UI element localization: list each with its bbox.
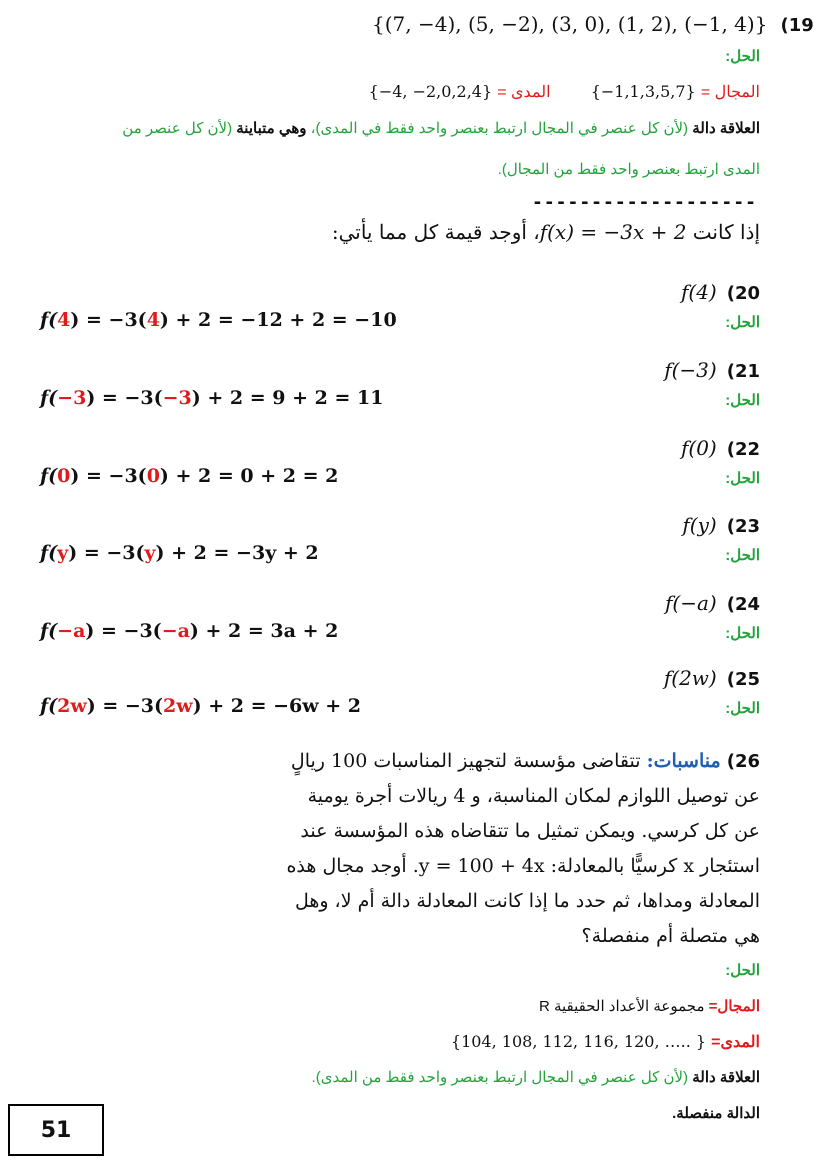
answer-argument: −a (161, 620, 190, 642)
q26-statement (157, 744, 760, 954)
q26-range-value: {104, 108, 112, 116, 120, ….. } (450, 1032, 707, 1051)
problem-25-answer (40, 695, 361, 717)
answer-argument: 4 (146, 309, 160, 331)
q26-line-2: عن توصيل اللوازم لمكان المناسبة، و 4 ريالات أجرة يومية (307, 785, 760, 807)
q19-set: {(7, −4), (5, −2), (3, 0), (1, 2), (−1, 4)} (372, 12, 768, 36)
answer-argument: −a (57, 620, 86, 642)
problem-expression: f(y) (682, 513, 717, 537)
answer-argument: y (144, 542, 156, 564)
problem-number: (23 (726, 516, 760, 537)
problem-25-solution-label: الحل: (725, 700, 760, 717)
problem-expression: f(0) (680, 436, 717, 460)
page-number: 51 (40, 1117, 72, 1143)
answer-result: ) + 2 = −6w + 2 (192, 695, 361, 717)
answer-argument: 2w (163, 695, 193, 717)
answer-result: ) + 2 = 9 + 2 = 11 (191, 387, 384, 409)
intro-function: f(x) = −3x + 2 (539, 220, 687, 244)
problem-24-answer (40, 620, 338, 642)
problem-expression: f(4) (680, 280, 717, 304)
problem-23-answer (40, 542, 319, 564)
q19-range-value: {−4, −2,0,2,4} (368, 82, 493, 101)
problem-21-answer (40, 387, 383, 409)
problem-number: (25 (726, 669, 760, 690)
q26-conclusion: الدالة منفصلة. (672, 1105, 760, 1122)
q19-relation-line1 (122, 119, 760, 137)
answer-argument: −3 (57, 387, 87, 409)
q26-line-3: عن كل كرسي. ويمكن تمثيل ما تتقاضاه هذه المؤسسة عند (300, 820, 760, 842)
problem-23-header (682, 513, 760, 537)
q19-domain-value: {−1,1,3,5,7} (590, 82, 696, 101)
q26-solution-label: الحل: (725, 962, 760, 979)
intro-suffix: ، أوجد قيمة كل مما يأتي: (331, 220, 540, 244)
q26-text (157, 744, 760, 954)
q26-range-label: المدى= (711, 1034, 760, 1051)
problem-24-header (665, 591, 760, 615)
q26-line-6: هي متصلة أم منفصلة؟ (581, 925, 760, 947)
problem-number: (22 (726, 439, 760, 460)
answer-argument: 4 (57, 309, 71, 331)
problem-25-header (664, 666, 760, 690)
function-intro (332, 220, 760, 244)
problem-24-solution-label: الحل: (725, 625, 760, 642)
q26-relation (312, 1068, 760, 1086)
answer-argument: 0 (146, 465, 160, 487)
q26-line-1: تتقاضى مؤسسة لتجهيز المناسبات 100 ريالٍ (290, 750, 641, 772)
answer-part: f( (40, 309, 58, 331)
answer-part: ) = −3( (85, 620, 162, 642)
problem-number: (21 (726, 361, 760, 382)
problem-expression: f(−a) (665, 591, 717, 615)
answer-part: f( (40, 387, 58, 409)
q19-relation-verdict: العلاقة دالة (692, 120, 760, 137)
answer-result: ) + 2 = −3y + 2 (155, 542, 319, 564)
problem-23-solution-label: الحل: (725, 547, 760, 564)
q19-range-label: المدى = (497, 84, 551, 101)
q26-line-5: المعادلة ومداها، ثم حدد ما إذا كانت المعادلة دالة أم لا، وهل (294, 890, 760, 912)
problem-number: (20 (726, 283, 760, 304)
q26-number: 26) (726, 751, 760, 772)
answer-part: ) = −3( (70, 309, 147, 331)
problem-20-solution-label: الحل: (725, 314, 760, 331)
q26-domain-value: مجموعة الأعداد الحقيقية R (538, 998, 705, 1015)
q19-relation-line2: المدى ارتبط بعنصر واحد فقط من المجال). (497, 161, 760, 178)
q26-relation-verdict: العلاقة دالة (692, 1069, 760, 1086)
answer-result: ) + 2 = −12 + 2 = −10 (159, 309, 397, 331)
q26-range (451, 1032, 760, 1052)
answer-result: ) + 2 = 0 + 2 = 2 (159, 465, 339, 487)
answer-part: ) = −3( (86, 387, 163, 409)
q26-line-4: استئجار x كرسيًّا بالمعادلة: y = 100 + 4x. أوجد مجال هذه (286, 855, 760, 877)
problem-20-header (681, 280, 760, 304)
problem-expression: f(2w) (663, 666, 717, 690)
q19-number: (19 (780, 15, 814, 36)
q19-relation-reason2: (لأن كل عنصر من (122, 120, 233, 137)
q19-header (372, 12, 814, 36)
q19-relation-onetoone: وهي متباينة (236, 120, 307, 137)
separator: ------------------- (532, 192, 757, 213)
problem-22-solution-label: الحل: (725, 470, 760, 487)
answer-argument: 0 (57, 465, 71, 487)
answer-part: f( (40, 542, 58, 564)
q19-domain-label: المجال = (700, 84, 760, 101)
problem-22-header (681, 436, 760, 460)
q19-solution-label: الحل: (725, 48, 760, 65)
answer-part: ) = −3( (68, 542, 145, 564)
q26-title: مناسبات: (646, 750, 721, 772)
problem-21-solution-label: الحل: (725, 392, 760, 409)
answer-part: f( (40, 620, 58, 642)
problem-expression: f(−3) (664, 358, 717, 382)
problem-20-answer (40, 309, 397, 331)
q26-domain-label: المجال= (708, 998, 760, 1015)
answer-part: ) = −3( (70, 465, 147, 487)
answer-argument: y (57, 542, 69, 564)
answer-part: f( (40, 695, 58, 717)
q19-relation-reason: (لأن كل عنصر في المجال ارتبط بعنصر واحد فقط في المدى)، (310, 120, 689, 137)
answer-argument: 2w (57, 695, 87, 717)
answer-part: ) = −3( (86, 695, 164, 717)
q19-domain-range (369, 82, 760, 102)
problem-number: (24 (726, 594, 760, 615)
answer-result: ) + 2 = 3a + 2 (189, 620, 339, 642)
answer-part: f( (40, 465, 58, 487)
q26-relation-reason: (لأن كل عنصر في المجال ارتبط بعنصر واحد فقط من المدى). (311, 1069, 689, 1086)
problem-22-answer (40, 465, 338, 487)
answer-argument: −3 (162, 387, 192, 409)
page-number-box (8, 1104, 104, 1156)
problem-21-header (664, 358, 760, 382)
intro-prefix: إذا كانت (692, 220, 760, 244)
q26-domain (539, 997, 760, 1015)
